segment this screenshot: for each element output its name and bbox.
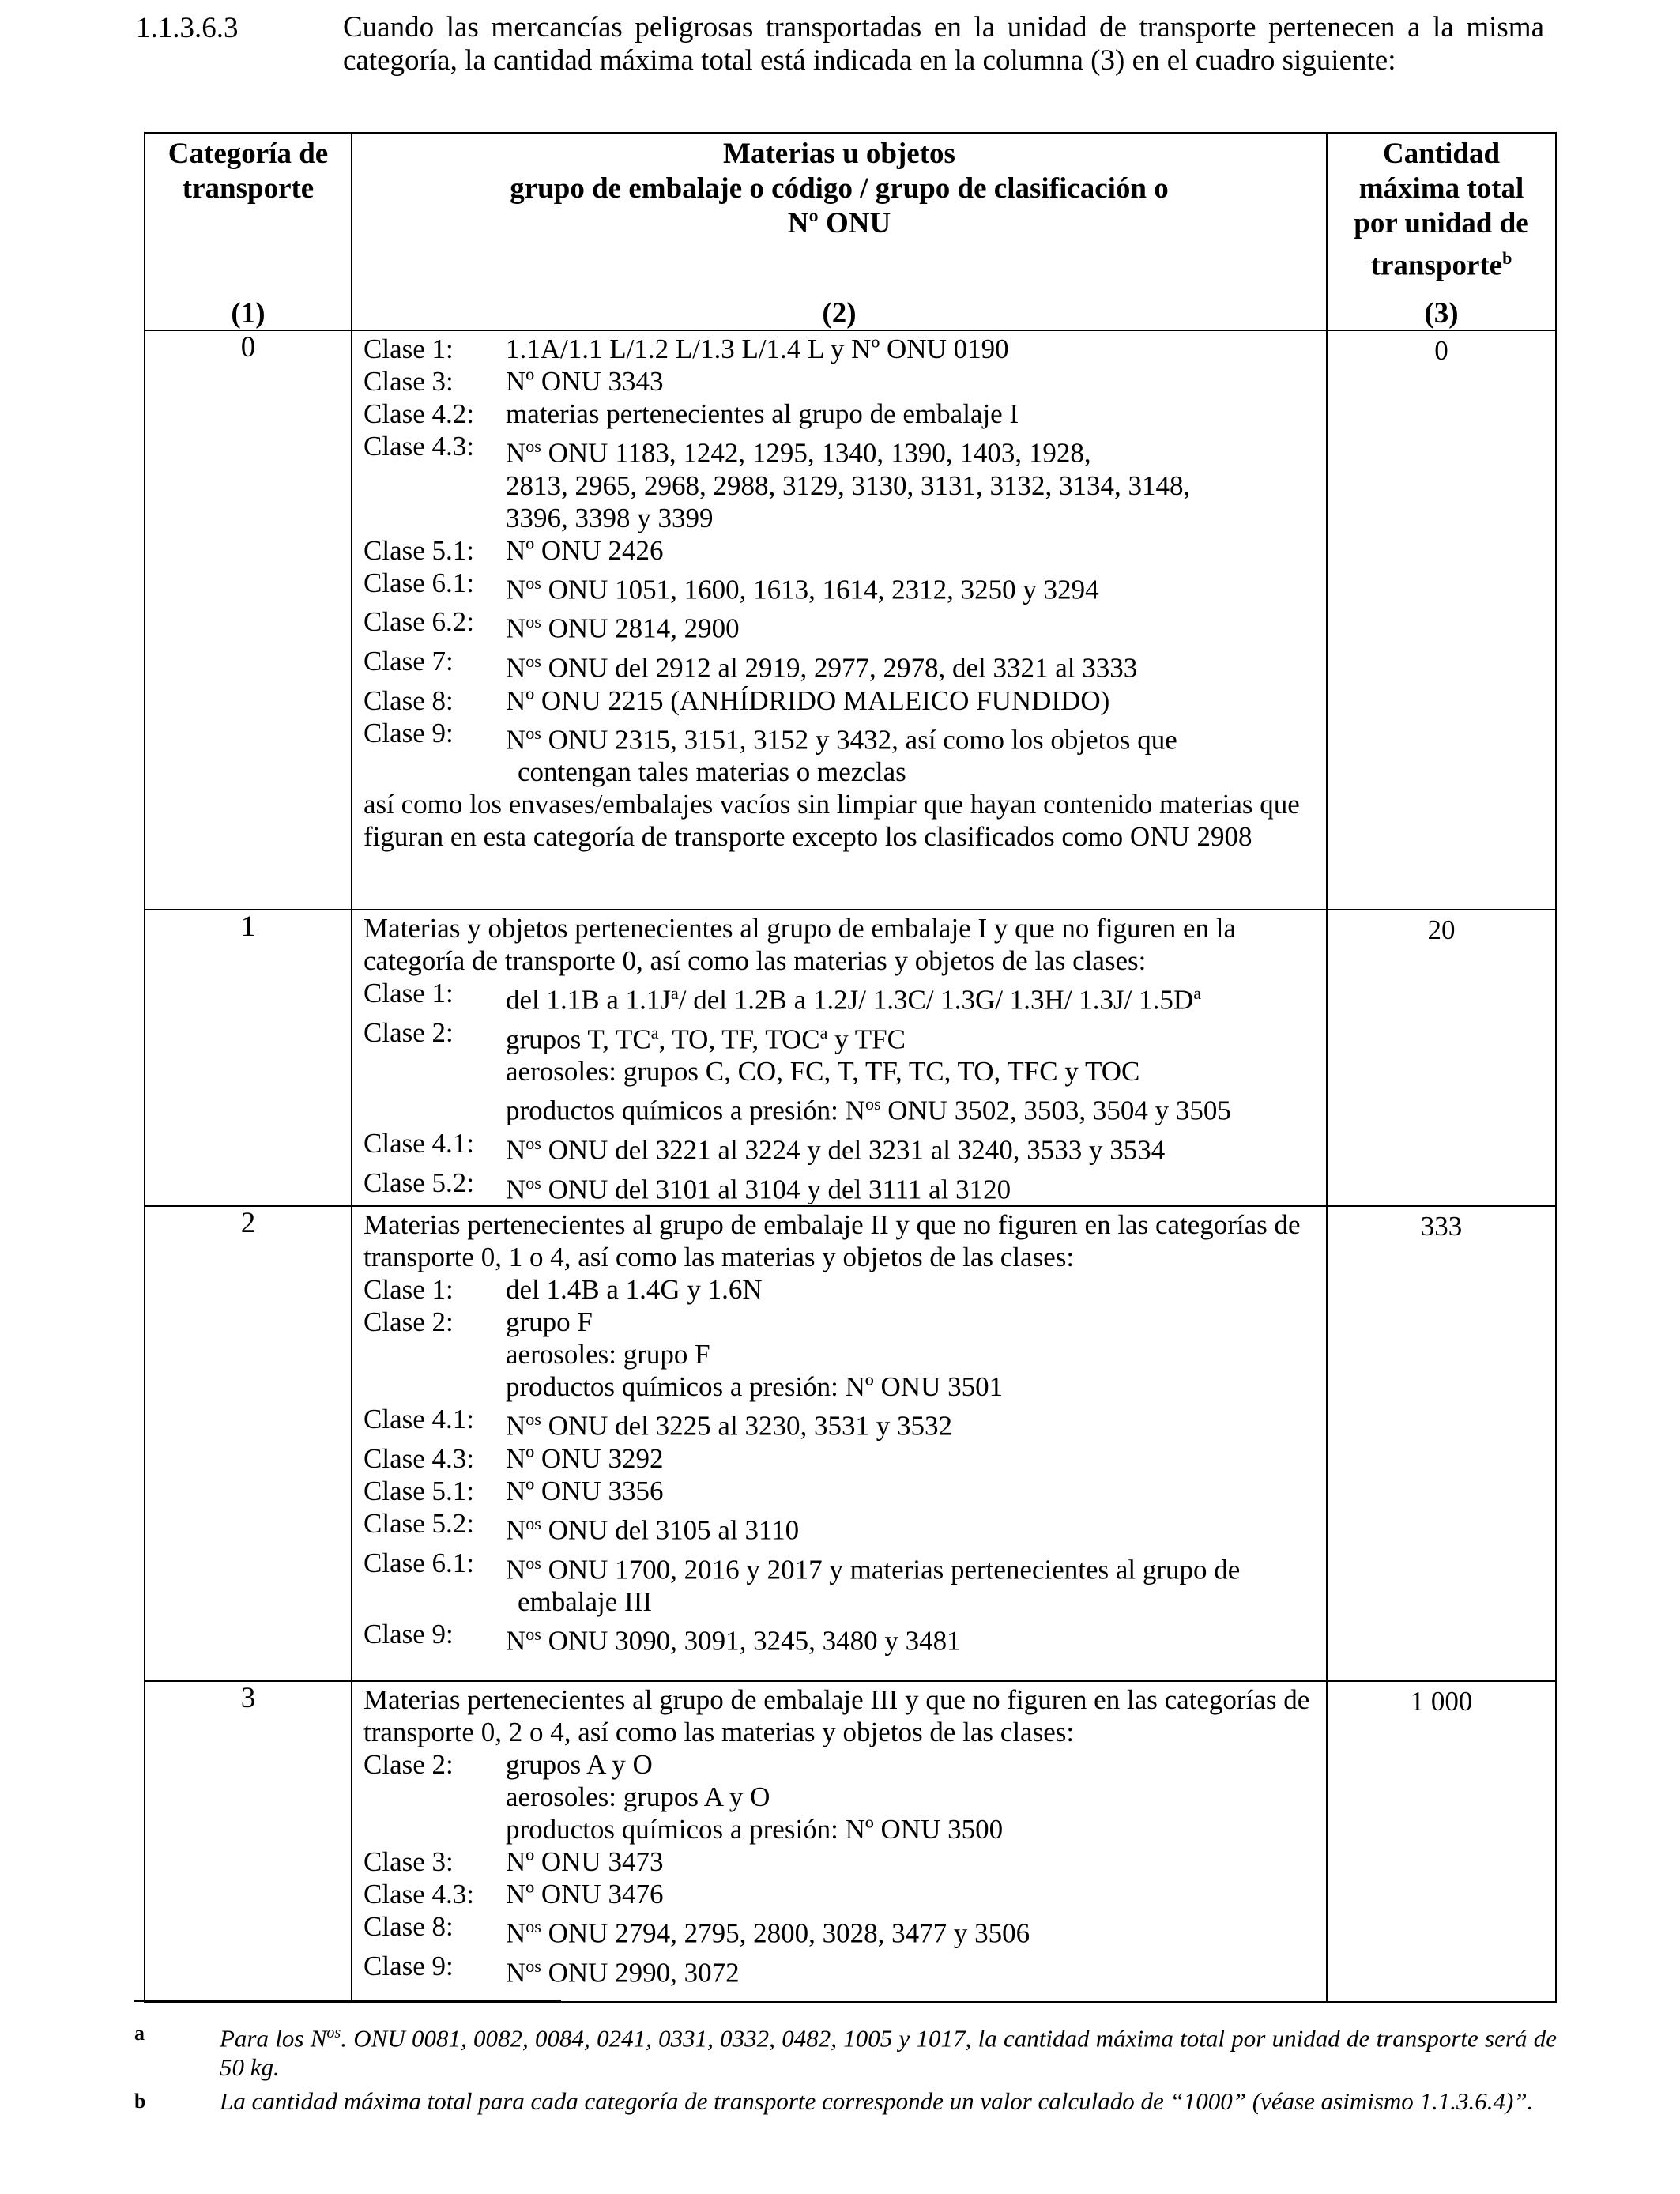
class-line (363, 567, 1326, 606)
class-label: Clase 3: (363, 366, 454, 397)
class-label: Clase 9: (363, 717, 454, 748)
class-line (363, 1306, 1326, 1338)
paragraph-number: 1.1.3.6.3 (136, 12, 239, 44)
class-line (363, 1950, 1326, 1989)
substances-cell (352, 1681, 1327, 2002)
class-text: grupo F (506, 1306, 593, 1338)
class-label: Clase 4.3: (363, 1879, 474, 1910)
header-col1-line: transporte (182, 172, 315, 205)
continuation-line: embalaje III (518, 1586, 653, 1618)
class-label: Clase 2: (363, 1016, 454, 1048)
class-line (363, 365, 1326, 398)
header-col3-line: transporte (1370, 249, 1503, 282)
class-label: Clase 4.2: (363, 398, 474, 429)
description-text: Materias pertenecientes al grupo de embalaje II y que no figuren en las categorías de transporte 0, 1 o 4, así como las materias y objetos de las clases: (363, 1209, 1301, 1273)
class-label: Clase 7: (363, 645, 454, 677)
continuation-line: productos químicos a presión: Nº ONU 3501 (506, 1371, 1004, 1403)
class-line (363, 645, 1326, 684)
description-text: así como los envases/embalajes vacíos sin limpiar que hayan contenido materias que figuran en esta categoría de transporte excepto los clasificados como ONU 2908 (363, 789, 1300, 853)
footnote-b (134, 2087, 1557, 2116)
class-line (363, 1878, 1326, 1910)
class-label: Clase 4.3: (363, 1442, 474, 1474)
class-line (363, 1845, 1326, 1878)
continuation-line: aerosoles: grupos C, CO, FC, T, TF, TC, TO, TFC y TOC (506, 1056, 1140, 1088)
class-text: $N^{os}$ ONU 2990, 3072 (506, 1955, 740, 1989)
header-col3-line: Cantidad (1382, 138, 1501, 170)
header-col3-line: por unidad de (1354, 207, 1529, 239)
header-col1-line: Categoría de (168, 138, 329, 170)
class-line (363, 534, 1326, 567)
header-col2-number: (2) (822, 297, 857, 330)
footnote-a (134, 2019, 1557, 2082)
class-label: Clase 5.1: (363, 1475, 474, 1506)
table-header-row (145, 133, 1556, 330)
footnote-mark: a (134, 2022, 145, 2045)
class-text: Nº ONU 3473 (506, 1846, 664, 1878)
class-label: Clase 2: (363, 1749, 454, 1781)
continuation-line: aerosoles: grupos A y O (506, 1781, 770, 1813)
description-text: Materias pertenecientes al grupo de embalaje III y que no figuren en las categorías de transporte 0, 2 o 4, así como las materias y objetos de las clases: (363, 1684, 1310, 1748)
class-line (363, 398, 1326, 430)
class-text: $N^{os}$ ONU 1700, 2016 y 2017 y materias pertenecientes al grupo de (506, 1552, 1241, 1585)
class-text: $N^{os}$ ONU del 2912 al 2919, 2977, 2978, del 3321 al 3333 (506, 650, 1138, 684)
class-label: Clase 6.1: (363, 567, 474, 598)
class-text: Nº ONU 3343 (506, 366, 664, 397)
footnote-text: La cantidad máxima total para cada categoría de transporte corresponde un valor calculado de “1000” (véase asimismo 1.1.3.6.4)”. (220, 2087, 1534, 2115)
class-line (363, 1273, 1326, 1306)
class-line (363, 1442, 1326, 1475)
class-text: Nº ONU 2215 (ANHÍDRIDO MALEICO FUNDIDO) (506, 684, 1110, 716)
paragraph-intro-text: Cuando las mercancías peligrosas transportadas en la unidad de transporte pertenecen a la misma categoría, la cantidad máxima total está indicada en la columna (3) en el cuadro siguiente: (343, 11, 1544, 77)
class-text: $N^{os}$ ONU 2794, 2795, 2800, 3028, 3477 y 3506 (506, 1917, 1030, 1949)
class-text: Nº ONU 3356 (506, 1475, 664, 1506)
class-line (363, 717, 1326, 756)
header-col3-line-with-sup (1328, 241, 1555, 283)
class-line (363, 684, 1326, 717)
header-col3-number: (3) (1424, 297, 1459, 330)
class-line (363, 1016, 1326, 1056)
transport-category-table (144, 132, 1557, 2003)
class-text: Nº ONU 3292 (506, 1442, 664, 1474)
table-row (145, 910, 1556, 1206)
class-line (363, 1507, 1326, 1547)
table-row (145, 1681, 1556, 2002)
class-line (363, 333, 1326, 365)
footnote-text: Para los $N^{os}$. ONU 0081, 0082, 0084, 0241, 0331, 0332, 0482, 1005 y 1017, la cantidad máxima total por unidad de transporte será de 50 kg. (220, 2024, 1557, 2082)
continuation-line: productos químicos a presión: Nº ONU 3500 (506, 1814, 1004, 1845)
class-text: $N^{os}$ ONU 3090, 3091, 3245, 3480 y 3481 (506, 1624, 961, 1657)
class-line (363, 1167, 1326, 1206)
max-quantity-cell: 20 (1327, 910, 1556, 1206)
class-line (363, 1403, 1326, 1442)
class-text: $N^{os}$ ONU 2814, 2900 (506, 612, 740, 644)
header-col3-line: máxima total (1358, 172, 1524, 205)
class-label: Clase 4.3: (363, 431, 474, 462)
class-label: Clase 8: (363, 684, 454, 716)
continuation-line: 2813, 2965, 2968, 2988, 3129, 3130, 3131, 3132, 3134, 3148, (506, 469, 1191, 501)
class-text: del 1.1B a $1.1J^a/$ del 1.2B a 1.2J/ 1.3C/ 1.3G/ 1.3H/ 1.3J/ $1.5D^a$ (506, 983, 1201, 1016)
class-label: Clase 5.2: (363, 1167, 474, 1198)
class-label: Clase 1: (363, 978, 454, 1008)
class-label: Clase 1: (363, 334, 454, 364)
class-line (363, 1910, 1326, 1950)
class-text: materias pertenecientes al grupo de embalaje I (506, 398, 1019, 429)
class-line (363, 1618, 1326, 1657)
header-col2-line: Materias u objetos (723, 138, 955, 170)
class-line (363, 1748, 1326, 1781)
class-text: grupos A y O (506, 1749, 653, 1781)
class-text: 1.1A/1.1 L/1.2 L/1.3 L/1.4 L y Nº ONU 0190 (506, 334, 1009, 364)
substances-cell (352, 330, 1327, 910)
description-text: Materias y objetos pertenecientes al grupo de embalaje I y que no figuren en la categoría de transporte 0, así como las materias y objetos de las clases: (363, 913, 1237, 976)
class-label: Clase 5.1: (363, 534, 474, 566)
class-label: Clase 4.1: (363, 1127, 474, 1159)
class-text: $N^{os}$ ONU del 3221 al 3224 y del 3231 al 3240, 3533 y 3534 (506, 1133, 1166, 1166)
class-label: Clase 3: (363, 1846, 454, 1878)
class-line (363, 430, 1326, 469)
class-label: Clase 9: (363, 1950, 454, 1981)
header-col2-line: Nº ONU (787, 207, 891, 239)
class-text: $N^{os}$ ONU del 3101 al 3104 y del 3111 al 3120 (506, 1172, 1011, 1205)
class-label: Clase 2: (363, 1306, 454, 1338)
transport-category-cell: 1 (145, 910, 352, 1206)
class-line (363, 1127, 1326, 1167)
class-text: $N^{os}$ ONU 2315, 3151, 3152 y 3432, así como los objetos que (506, 722, 1177, 756)
continuation-line: aerosoles: grupo F (506, 1339, 710, 1370)
header-col1 (145, 133, 352, 330)
class-line (363, 1475, 1326, 1507)
continuation-line: contengan tales materias o mezclas (518, 756, 906, 788)
class-label: Clase 5.2: (363, 1507, 474, 1539)
footnote-ref-b: b (1502, 248, 1512, 268)
header-col2 (352, 133, 1327, 330)
class-label: Clase 9: (363, 1619, 454, 1650)
class-text: Nº ONU 3476 (506, 1879, 664, 1910)
substances-cell (352, 910, 1327, 1206)
continuation-line: productos químicos a presión: $N^{os}$ ONU 3502, 3503, 3504 y 3505 (506, 1094, 1231, 1126)
class-label: Clase 1: (363, 1274, 454, 1306)
class-text: $N^{os}$ ONU del 3105 al 3110 (506, 1513, 800, 1546)
transport-category-cell: 0 (145, 330, 352, 910)
class-text: $N^{os}$ ONU 1051, 1600, 1613, 1614, 2312, 3250 y 3294 (506, 572, 1099, 605)
class-text: grupos T, $TC^a$, TO, TF, TOC$^a$ y TFC (506, 1022, 906, 1055)
class-text: $N^{os}$ ONU del 3225 al 3230, 3531 y 3532 (506, 1409, 952, 1442)
table-row (145, 1206, 1556, 1681)
class-label: Clase 4.1: (363, 1404, 474, 1435)
class-line (363, 1547, 1326, 1586)
continuation-line: 3396, 3398 y 3399 (506, 502, 714, 533)
class-label: Clase 8: (363, 1911, 454, 1943)
class-text: $N^{os}$ ONU 1183, 1242, 1295, 1340, 1390, 1403, 1928, (506, 436, 1091, 469)
header-col1-number: (1) (231, 297, 266, 330)
class-text: Nº ONU 2426 (506, 534, 664, 566)
header-col3 (1327, 133, 1556, 330)
class-text: del 1.4B a 1.4G y 1.6N (506, 1274, 763, 1306)
max-quantity-cell: 0 (1327, 330, 1556, 910)
class-label: Clase 6.1: (363, 1547, 474, 1578)
footnote-separator (134, 2000, 561, 2002)
header-col2-line: grupo de embalaje o código / grupo de clasificación o (510, 172, 1169, 205)
table-row (145, 330, 1556, 910)
transport-category-cell: 2 (145, 1206, 352, 1681)
footnote-mark: b (134, 2090, 146, 2113)
class-line (363, 977, 1326, 1016)
max-quantity-cell: 1 000 (1327, 1681, 1556, 2002)
class-line (363, 605, 1326, 645)
transport-category-cell: 3 (145, 1681, 352, 2002)
substances-cell (352, 1206, 1327, 1681)
max-quantity-cell: 333 (1327, 1206, 1556, 1681)
table-body (145, 330, 1556, 2002)
class-label: Clase 6.2: (363, 606, 474, 638)
